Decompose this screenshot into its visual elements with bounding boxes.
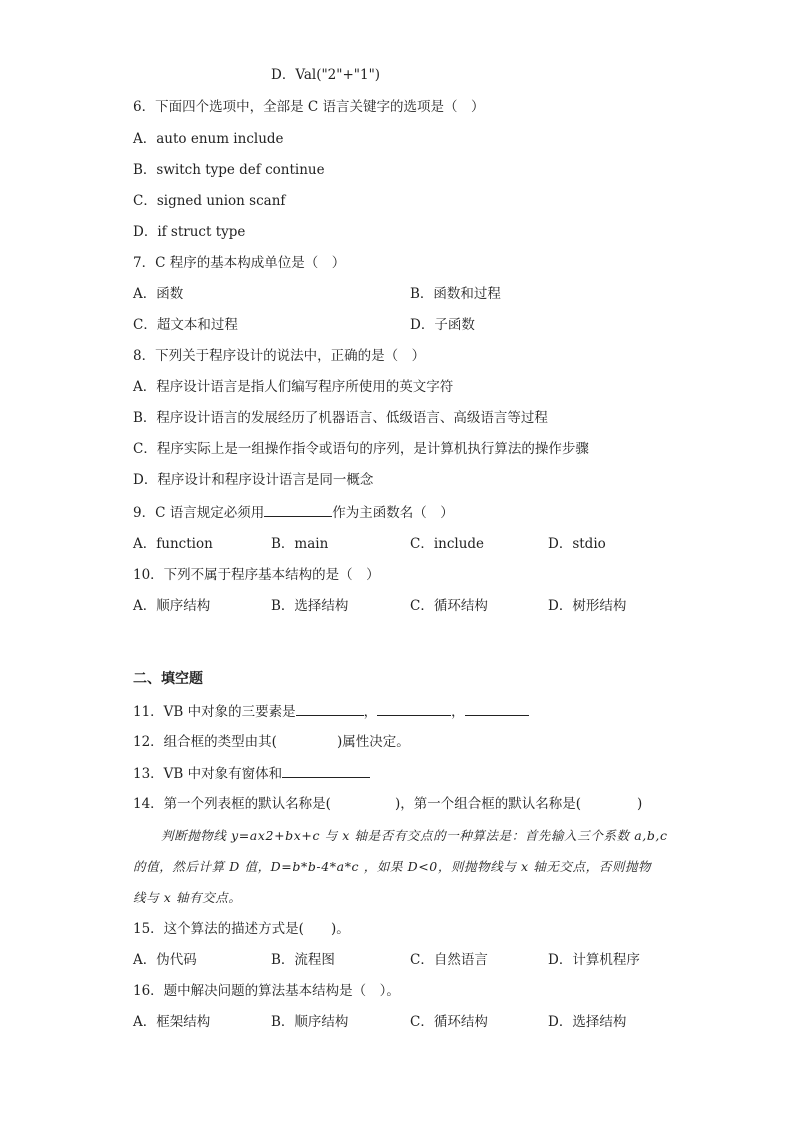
question-15-stem: 15．这个算法的描述方式是( )。 xyxy=(133,921,350,937)
q7-option-b: B．函数和过程 xyxy=(410,286,501,302)
q16-option-c: C．循环结构 xyxy=(410,1014,488,1030)
q11-stem: 11．VB 中对象的三要素是 xyxy=(133,704,296,720)
question-9-stem xyxy=(133,503,454,522)
q9-blank[interactable] xyxy=(264,503,332,517)
q11-blank-1[interactable] xyxy=(296,702,364,716)
q11-sep-1: ， xyxy=(363,704,378,720)
q12-stem-pre: 12．组合框的类型由其( xyxy=(133,734,277,750)
q11-blank-3[interactable] xyxy=(465,702,529,716)
q6-option-c: C．signed union scanf xyxy=(133,193,286,209)
q8-option-b: B．程序设计语言的发展经历了机器语言、低级语言、高级语言等过程 xyxy=(133,410,548,426)
q6-option-a: A．auto enum include xyxy=(133,131,284,147)
passage-line-3: 线与 x 轴有交点。 xyxy=(133,890,242,905)
q9-stem-post: 作为主函数名（ ） xyxy=(332,505,454,521)
question-10-stem: 10．下列不属于程序基本结构的是（ ） xyxy=(133,567,380,583)
q16-option-b: B．顺序结构 xyxy=(271,1014,349,1030)
q5-option-d: D．Val("2"+"1") xyxy=(271,67,381,83)
question-14 xyxy=(133,795,642,813)
question-8-stem: 8．下列关于程序设计的说法中，正确的是（ ） xyxy=(133,348,426,364)
q14-stem-a: 14．第一个列表框的默认名称是( xyxy=(133,796,331,812)
q9-stem-pre: 9．C 语言规定必须用 xyxy=(133,505,265,521)
passage-line-2: 的值，然后计算 D 值，D=b*b-4*a*c ，如果 D<0，则抛物线与 x 轴无交点，否则抛物 xyxy=(133,859,652,874)
q9-option-b: B．main xyxy=(271,536,329,552)
q9-option-d: D．stdio xyxy=(548,536,606,552)
q7-option-c: C．超文本和过程 xyxy=(133,317,238,333)
section-title-fill-in: 二、填空题 xyxy=(133,671,203,687)
q9-option-a: A．function xyxy=(133,536,213,552)
passage-line-1: 判断抛物线 y=ax2+bx+c 与 x 轴是否有交点的一种算法是：首先输入三个系数 a,b,c xyxy=(161,828,668,843)
q15-option-c: C．自然语言 xyxy=(410,952,488,968)
question-13 xyxy=(133,764,370,783)
q15-option-d: D．计算机程序 xyxy=(548,952,640,968)
question-16-stem: 16．题中解决问题的算法基本结构是（ ）。 xyxy=(133,983,400,999)
q10-option-d: D．树形结构 xyxy=(548,598,627,614)
q10-option-c: C．循环结构 xyxy=(410,598,488,614)
question-7-stem: 7．C 程序的基本构成单位是（ ） xyxy=(133,255,346,271)
q7-option-a: A．函数 xyxy=(133,286,184,302)
q7-option-d: D．子函数 xyxy=(410,317,475,333)
q14-stem-b: )，第一个组合框的默认名称是( xyxy=(394,796,581,812)
q6-option-b: B．switch type def continue xyxy=(133,162,325,178)
q10-option-a: A．顺序结构 xyxy=(133,598,211,614)
q12-stem-post: )属性决定。 xyxy=(336,734,410,750)
q11-blank-2[interactable] xyxy=(377,702,451,716)
q14-stem-c: ) xyxy=(637,796,643,812)
question-11 xyxy=(133,702,529,721)
q13-stem: 13．VB 中对象有窗体和 xyxy=(133,766,283,782)
q13-blank[interactable] xyxy=(282,764,370,778)
q11-sep-2: ， xyxy=(451,704,465,720)
q15-option-a: A．伪代码 xyxy=(133,952,197,968)
q16-option-d: D．选择结构 xyxy=(548,1014,627,1030)
q6-option-d: D．if struct type xyxy=(133,224,246,240)
q8-option-a: A．程序设计语言是指人们编写程序所使用的英文字符 xyxy=(133,379,454,395)
q10-option-b: B．选择结构 xyxy=(271,598,349,614)
q8-option-d: D．程序设计和程序设计语言是同一概念 xyxy=(133,472,374,488)
q9-option-c: C．include xyxy=(410,536,485,552)
q16-option-a: A．框架结构 xyxy=(133,1014,211,1030)
question-6-stem: 6．下面四个选项中，全部是 C 语言关键字的选项是（ ） xyxy=(133,99,485,115)
q15-option-b: B．流程图 xyxy=(271,952,335,968)
question-12 xyxy=(133,733,410,751)
q8-option-c: C．程序实际上是一组操作指令或语句的序列，是计算机执行算法的操作步骤 xyxy=(133,441,589,457)
